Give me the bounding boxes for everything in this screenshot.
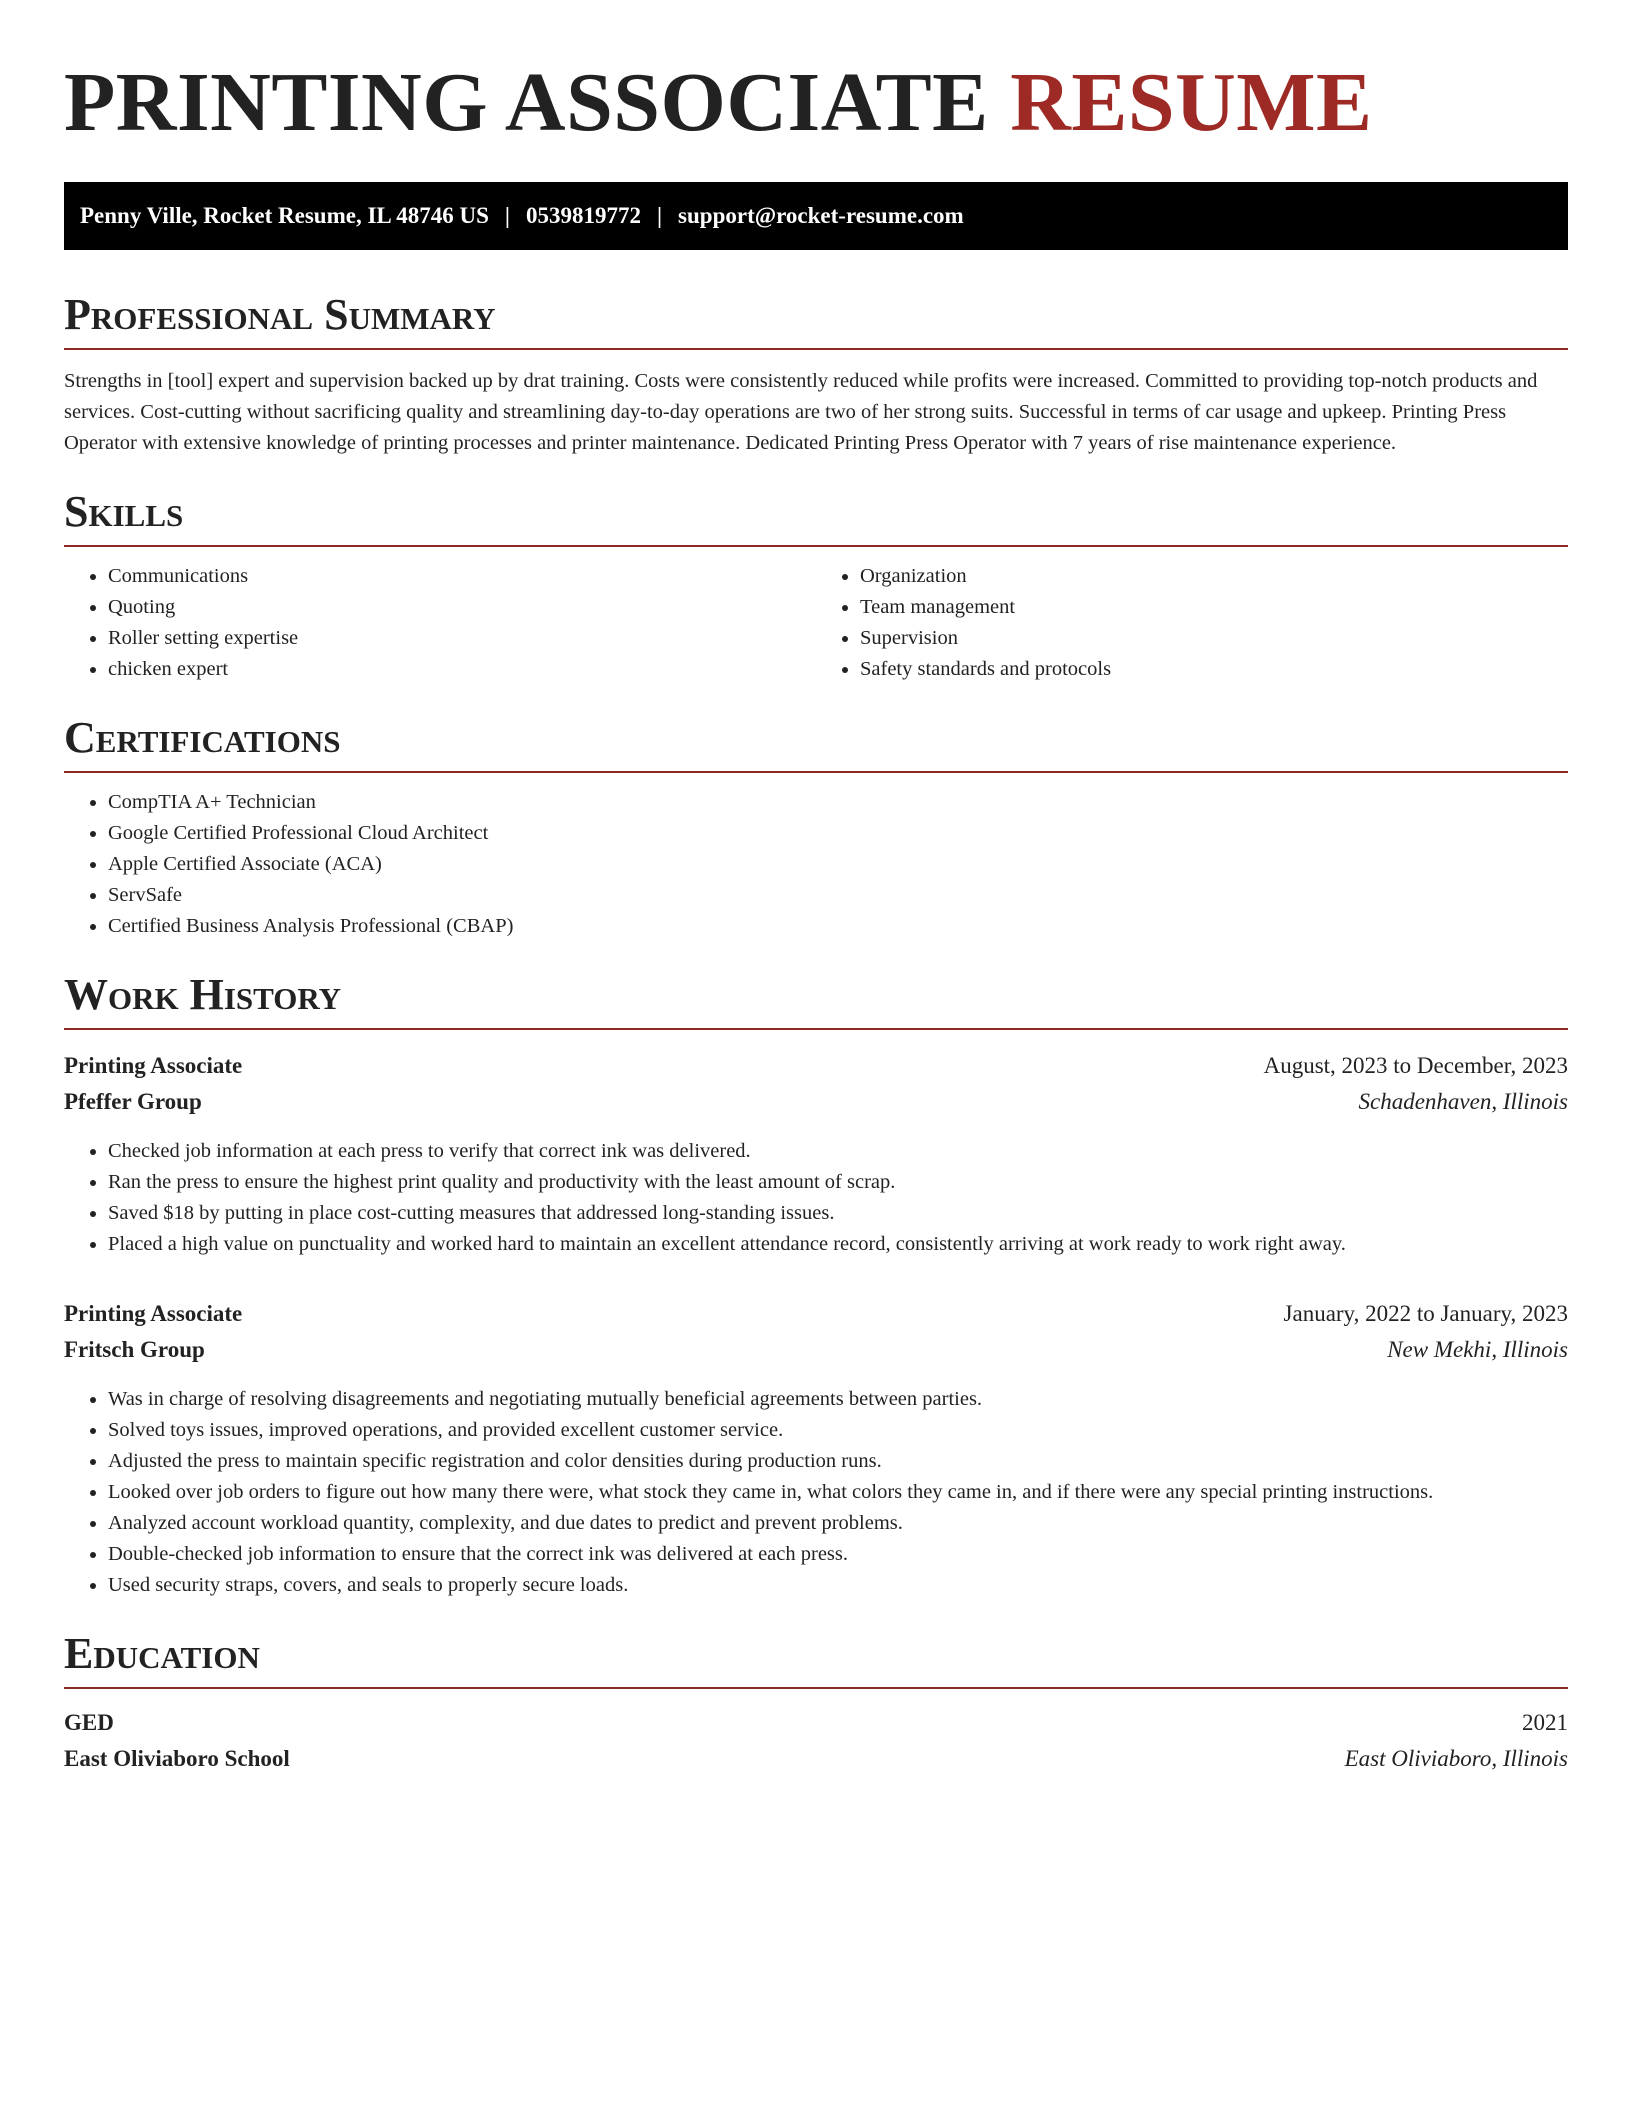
contact-phone: 0539819772	[525, 203, 641, 228]
job-bullet: • Saved $18 by putting in place cost-cutting measures that addressed long-standing issues.	[108, 1198, 1568, 1229]
job-location: New Mekhi, Illinois	[1387, 1337, 1568, 1362]
work-history-section	[64, 970, 1568, 1601]
skills-heading: Skills	[64, 487, 1568, 547]
certification-item: • Certified Business Analysis Professional (CBAP)	[108, 911, 1568, 942]
contact-address: Penny Ville, Rocket Resume, IL 48746 US	[80, 203, 489, 228]
job-entry	[64, 1048, 1568, 1260]
job-bullet: • Solved toys issues, improved operations, and provided excellent customer service.	[108, 1415, 1568, 1446]
skills-section	[64, 487, 1568, 685]
job-company: Fritsch Group	[64, 1337, 205, 1362]
skill-item: • Safety standards and protocols	[860, 654, 1568, 685]
job-bullet: • Checked job information at each press to verify that correct ink was delivered.	[108, 1136, 1568, 1167]
job-bullet: • Looked over job orders to figure out how many there were, what stock they came in, what colors they came in, and if there were any special printing instructions.	[108, 1477, 1568, 1508]
certification-item: • CompTIA A+ Technician	[108, 787, 1568, 818]
job-bullet: • Analyzed account workload quantity, complexity, and due dates to predict and prevent problems.	[108, 1508, 1568, 1539]
job-bullet: • Was in charge of resolving disagreements and negotiating mutually beneficial agreements between parties.	[108, 1384, 1568, 1415]
contact-bar	[64, 182, 1568, 250]
education-entry	[64, 1705, 1568, 1777]
education-degree-row	[64, 1705, 1568, 1741]
contact-email: support@rocket-resume.com	[678, 203, 964, 228]
job-company-row	[64, 1084, 1568, 1120]
title-main: PRINTING ASSOCIATE	[64, 56, 989, 149]
job-bullet: • Adjusted the press to maintain specific registration and color densities during production runs.	[108, 1446, 1568, 1477]
education-year: 2021	[1522, 1710, 1568, 1735]
contact-separator: |	[504, 203, 510, 228]
certifications-section	[64, 713, 1568, 942]
certifications-list	[64, 787, 1568, 942]
skills-list-left	[64, 561, 816, 685]
resume-title	[64, 48, 1568, 158]
job-bullet: • Double-checked job information to ensure that the correct ink was delivered at each press.	[108, 1539, 1568, 1570]
job-title-row	[64, 1048, 1568, 1084]
contact-separator: |	[656, 203, 663, 228]
education-heading: Education	[64, 1629, 1568, 1689]
summary-text: Strengths in [tool] expert and supervision backed up by drat training. Costs were consistently reduced while profits were increased. Committed to providing top-notch products and services. Cost-cutting without sacrificing quality and streamlining day-to-day operations are two of her strong suits. Successful in terms of car usage and upkeep. Printing Press Operator with extensive knowledge of printing processes and printer maintenance. Dedicated Printing Press Operator with 7 years of rise maintenance experience.	[64, 370, 1538, 454]
job-title: Printing Associate	[64, 1053, 243, 1078]
certifications-heading: Certifications	[64, 713, 1568, 773]
certification-item: • ServSafe	[108, 880, 1568, 911]
skill-item: • Quoting	[108, 592, 816, 623]
summary-section	[64, 290, 1568, 459]
skill-item: • Communications	[108, 561, 816, 592]
job-bullet: • Ran the press to ensure the highest print quality and productivity with the least amount of scrap.	[108, 1167, 1568, 1198]
skill-item: • Team management	[860, 592, 1568, 623]
skills-list-right	[816, 561, 1568, 685]
job-company: Pfeffer Group	[64, 1089, 202, 1114]
job-company-row	[64, 1332, 1568, 1368]
education-section	[64, 1629, 1568, 1777]
education-location: East Oliviaboro, Illinois	[1344, 1746, 1568, 1771]
job-title-row	[64, 1296, 1568, 1332]
skill-item: • Roller setting expertise	[108, 623, 816, 654]
skill-item: • Supervision	[860, 623, 1568, 654]
work-history-heading: Work History	[64, 970, 1568, 1030]
job-title: Printing Associate	[64, 1301, 243, 1326]
job-bullets	[64, 1384, 1568, 1601]
skill-item: • Organization	[860, 561, 1568, 592]
certification-item: • Apple Certified Associate (ACA)	[108, 849, 1568, 880]
skills-grid	[64, 547, 1568, 685]
education-school: East Oliviaboro School	[64, 1746, 290, 1771]
job-location: Schadenhaven, Illinois	[1358, 1089, 1568, 1114]
job-entry	[64, 1296, 1568, 1601]
title-accent: RESUME	[1010, 56, 1373, 149]
job-bullet: • Placed a high value on punctuality and worked hard to maintain an excellent attendance record, consistently arriving at work ready to work right away.	[108, 1229, 1568, 1260]
job-bullets	[64, 1136, 1568, 1260]
summary-heading: Professional Summary	[64, 290, 1568, 350]
job-dates: August, 2023 to December, 2023	[1263, 1053, 1568, 1078]
job-bullet: • Used security straps, covers, and seals to properly secure loads.	[108, 1570, 1568, 1601]
certification-item: • Google Certified Professional Cloud Architect	[108, 818, 1568, 849]
education-degree: GED	[64, 1710, 114, 1735]
job-dates: January, 2022 to January, 2023	[1283, 1301, 1568, 1326]
education-school-row	[64, 1741, 1568, 1777]
skill-item: • chicken expert	[108, 654, 816, 685]
